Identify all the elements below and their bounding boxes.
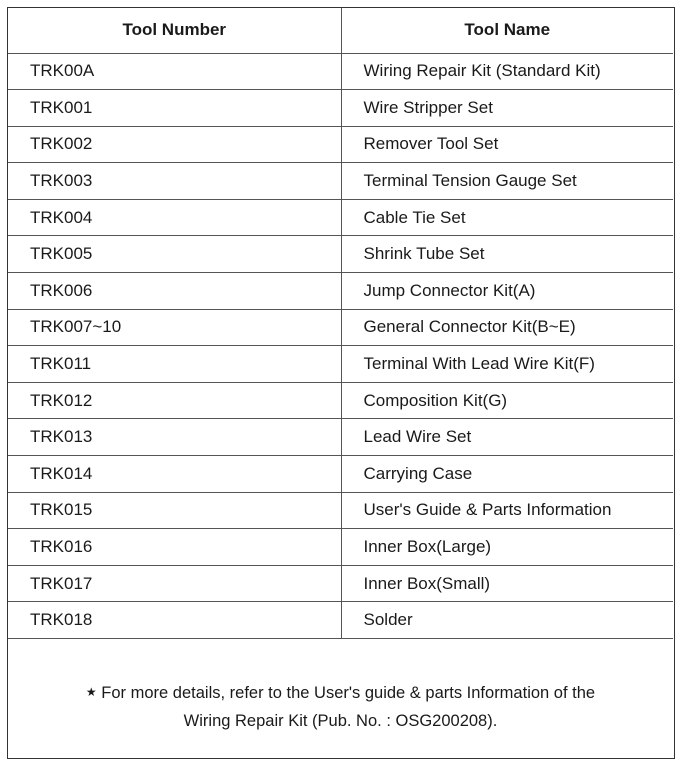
table-row xyxy=(8,382,673,419)
tool-number-cell: TRK015 xyxy=(8,492,341,529)
tool-name-cell: Shrink Tube Set xyxy=(341,236,673,273)
tool-name-cell: Lead Wire Set xyxy=(341,419,673,456)
tool-name-cell: Wiring Repair Kit (Standard Kit) xyxy=(341,53,673,90)
tool-name-cell: Terminal With Lead Wire Kit(F) xyxy=(341,346,673,383)
table-body xyxy=(8,53,673,639)
tool-number-cell: TRK017 xyxy=(8,565,341,602)
tool-name-cell: Inner Box(Large) xyxy=(341,529,673,566)
tool-number-cell: TRK011 xyxy=(8,346,341,383)
table-row xyxy=(8,163,673,200)
table-row xyxy=(8,565,673,602)
table-row xyxy=(8,419,673,456)
footnote-line-2: Wiring Repair Kit (Pub. No. : OSG200208). xyxy=(183,712,498,730)
tool-number-cell: TRK016 xyxy=(8,529,341,566)
tool-number-cell: TRK018 xyxy=(8,602,341,639)
table-row xyxy=(8,126,673,163)
tool-number-cell: TRK00A xyxy=(8,53,341,90)
tool-name-cell: Wire Stripper Set xyxy=(341,90,673,127)
header-tool-number: Tool Number xyxy=(8,8,341,53)
table-header-row xyxy=(8,8,673,53)
table-row xyxy=(8,492,673,529)
tool-name-cell: General Connector Kit(B~E) xyxy=(341,309,673,346)
tool-number-cell: TRK004 xyxy=(8,199,341,236)
tool-name-cell: Remover Tool Set xyxy=(341,126,673,163)
table-row xyxy=(8,602,673,639)
document-frame xyxy=(7,7,675,759)
tool-name-cell: Jump Connector Kit(A) xyxy=(341,273,673,310)
tool-name-cell: Composition Kit(G) xyxy=(341,382,673,419)
tool-name-cell: Inner Box(Small) xyxy=(341,565,673,602)
tool-number-cell: TRK014 xyxy=(8,456,341,493)
table-row xyxy=(8,236,673,273)
tool-number-cell: TRK002 xyxy=(8,126,341,163)
tool-number-cell: TRK007~10 xyxy=(8,309,341,346)
tool-number-cell: TRK013 xyxy=(8,419,341,456)
tool-number-cell: TRK005 xyxy=(8,236,341,273)
tool-name-cell: Carrying Case xyxy=(341,456,673,493)
footnote-text-1: For more details, refer to the User's guide & parts Information of the xyxy=(101,684,596,702)
tool-number-cell: TRK003 xyxy=(8,163,341,200)
table-row xyxy=(8,456,673,493)
table-row xyxy=(8,199,673,236)
tool-name-cell: Cable Tie Set xyxy=(341,199,673,236)
footnote-line-1 xyxy=(8,678,673,707)
table-row xyxy=(8,53,673,90)
tool-name-cell: User's Guide & Parts Information xyxy=(341,492,673,529)
tool-table xyxy=(8,8,673,639)
table-row xyxy=(8,90,673,127)
tool-number-cell: TRK006 xyxy=(8,273,341,310)
tool-number-cell: TRK001 xyxy=(8,90,341,127)
table-row xyxy=(8,309,673,346)
tool-name-cell: Terminal Tension Gauge Set xyxy=(341,163,673,200)
tool-number-cell: TRK012 xyxy=(8,382,341,419)
star-icon: ★ xyxy=(85,685,97,699)
header-tool-name: Tool Name xyxy=(341,8,673,53)
table-row xyxy=(8,273,673,310)
table-row xyxy=(8,529,673,566)
footnote xyxy=(8,678,673,735)
table-row xyxy=(8,346,673,383)
tool-name-cell: Solder xyxy=(341,602,673,639)
